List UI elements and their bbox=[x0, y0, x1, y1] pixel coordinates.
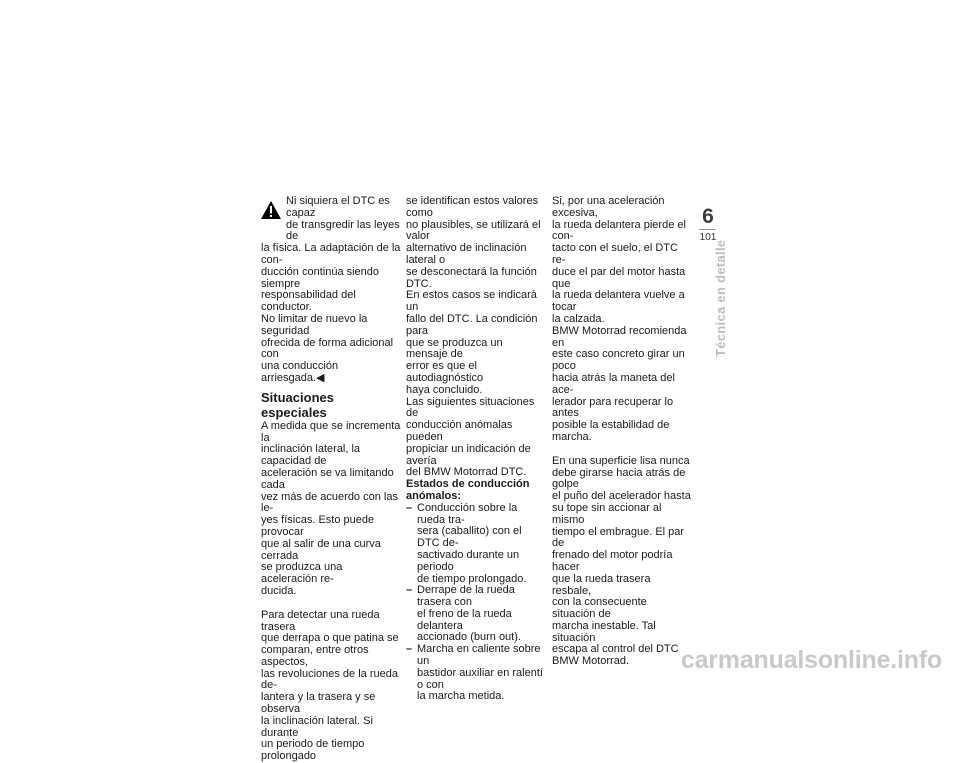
text-line: BMW Motorrad. bbox=[552, 655, 630, 668]
list-item-line: el freno de la rueda delantera bbox=[417, 607, 512, 632]
warning-line: responsabilidad del conductor. bbox=[261, 289, 356, 314]
subheading-line: Estados de conducción bbox=[406, 478, 530, 491]
text-line: comparan, entre otros aspectos, bbox=[261, 644, 369, 668]
list-item-line: sactivado durante un periodo bbox=[417, 548, 520, 573]
text-column-3 bbox=[552, 196, 692, 668]
text-line: que la rueda trasera resbale, bbox=[552, 572, 651, 597]
text-line: la rueda delantera vuelve a tocar bbox=[552, 289, 685, 314]
warning-line: No limitar de nuevo la seguridad bbox=[261, 312, 368, 337]
text-line: con la consecuente situación de bbox=[552, 596, 647, 621]
text-line: duce el par del motor hasta que bbox=[552, 265, 686, 290]
text-line: posible la estabilidad de marcha. bbox=[552, 419, 670, 443]
text-line: frenado del motor podría hacer bbox=[552, 549, 673, 573]
text-line: su tope sin accionar al mismo bbox=[552, 501, 662, 526]
text-line: lantera y la trasera y se observa bbox=[261, 691, 376, 716]
text-line: vez más de acuerdo con las le- bbox=[261, 490, 398, 515]
text-line: lerador para recuperar lo antes bbox=[552, 395, 674, 420]
text-column-1 bbox=[261, 196, 401, 763]
text-line: que al salir de una curva cerrada bbox=[261, 537, 381, 562]
chapter-number: 6 bbox=[702, 205, 714, 228]
text-line: se desconectará la función DTC. bbox=[406, 265, 537, 290]
text-line: En estos casos se indicará un bbox=[406, 289, 537, 314]
section-title-vertical: Técnica en detalle bbox=[713, 239, 728, 357]
list-item-line: la marcha metida. bbox=[417, 690, 505, 703]
page-number: 101 bbox=[699, 232, 717, 243]
warning-line: una conducción arriesgada.◀ bbox=[261, 360, 339, 384]
text-line: aceleración se va limitando cada bbox=[261, 466, 394, 491]
text-line: escapa al control del DTC bbox=[552, 643, 679, 656]
text-line: BMW Motorrad recomienda en bbox=[552, 324, 687, 349]
text-line: Las siguientes situaciones de bbox=[406, 395, 535, 420]
text-line: ducida. bbox=[261, 584, 297, 597]
text-line: error es que el autodiagnóstico bbox=[406, 360, 484, 384]
text-line: Si, por una aceleración excesiva, bbox=[552, 195, 665, 219]
list-item bbox=[406, 644, 546, 703]
warning-triangle-icon bbox=[261, 201, 281, 219]
text-line: propiciar un indicación de avería bbox=[406, 442, 531, 467]
text-line: un periodo de tiempo prolongado bbox=[261, 738, 365, 763]
text-line: el puño del acelerador hasta bbox=[552, 490, 691, 503]
tab-divider bbox=[699, 229, 716, 230]
text-line: que se produzca un mensaje de bbox=[406, 336, 503, 361]
text-line: se identifican estos valores como bbox=[406, 195, 539, 219]
subheading-line: anómalos: bbox=[406, 489, 462, 502]
text-line: este caso concreto girar un poco bbox=[552, 348, 685, 373]
warning-block bbox=[261, 196, 401, 385]
warning-line: ofrecida de forma adicional con bbox=[261, 336, 394, 361]
text-line: Para detectar una rueda trasera bbox=[261, 608, 380, 633]
text-line: conducción anómalas pueden bbox=[406, 419, 513, 443]
text-line: tacto con el suelo, el DTC re- bbox=[552, 242, 678, 266]
text-line: En una superficie lisa nunca bbox=[552, 454, 690, 467]
text-line: fallo del DTC. La condición para bbox=[406, 312, 538, 337]
list-item-line: – Conducción sobre la rueda tra- bbox=[417, 501, 518, 526]
dash-list bbox=[406, 503, 546, 704]
text-line: marcha inestable. Tal situación bbox=[552, 619, 656, 644]
list-item-line: accionado (burn out). bbox=[417, 631, 521, 644]
text-line: haya concluido. bbox=[406, 383, 483, 396]
list-item-line: – Derrape de la rueda trasera con bbox=[417, 584, 515, 609]
text-line: que derrapa o que patina se bbox=[261, 632, 399, 645]
list-item-line: de tiempo prolongado. bbox=[417, 572, 527, 585]
text-line: la inclinación lateral. Si durante bbox=[261, 714, 373, 739]
subheading bbox=[406, 479, 546, 503]
list-item-line: bastidor auxiliar en ralentí o con bbox=[417, 666, 543, 691]
text-line: inclinación lateral, la capacidad de bbox=[261, 443, 361, 468]
text-line: las revoluciones de la rueda de- bbox=[261, 667, 398, 692]
warning-line: Ni siquiera el DTC es capaz bbox=[286, 195, 390, 219]
text-column-2 bbox=[406, 196, 546, 703]
list-item-line: sera (caballito) con el DTC de- bbox=[417, 525, 522, 550]
text-line: debe girarse hacia atrás de golpe bbox=[552, 466, 686, 491]
text-line: tiempo el embrague. El par de bbox=[552, 525, 685, 550]
warning-line: de transgredir las leyes de bbox=[286, 218, 400, 243]
list-item bbox=[406, 585, 546, 644]
text-line: hacia atrás la maneta del ace- bbox=[552, 371, 675, 396]
warning-line: ducción continúa siendo siempre bbox=[261, 265, 380, 290]
list-item bbox=[406, 503, 546, 586]
text-line: la calzada. bbox=[552, 312, 605, 325]
watermark-text: carmanualsonline.info bbox=[680, 646, 942, 674]
warning-line: la física. La adaptación de la con- bbox=[261, 242, 401, 266]
list-item-line: – Marcha en caliente sobre un bbox=[417, 643, 541, 668]
section-heading: Situaciones especiales bbox=[261, 389, 334, 420]
text-line: yes físicas. Esto puede provocar bbox=[261, 514, 375, 538]
text-line: se produzca una aceleración re- bbox=[261, 561, 343, 586]
text-line: A medida que se incrementa la bbox=[261, 419, 401, 444]
text-line: del BMW Motorrad DTC. bbox=[406, 466, 527, 479]
text-line: no plausibles, se utilizará el valor bbox=[406, 218, 541, 243]
text-line: alternativo de inclinación lateral o bbox=[406, 242, 527, 266]
text-line: la rueda delantera pierde el con- bbox=[552, 218, 686, 243]
